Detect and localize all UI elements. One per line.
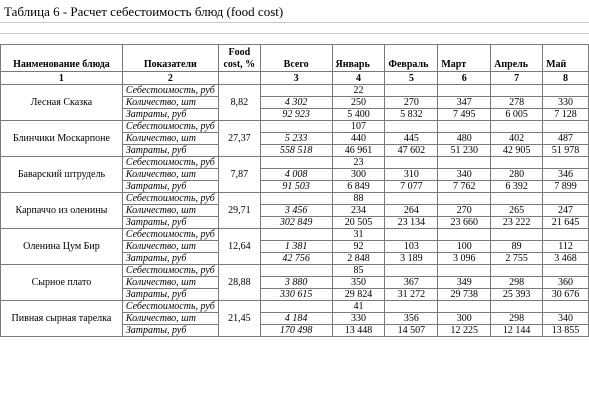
month-value-cell[interactable] [543,265,589,277]
month-value-cell[interactable]: 298 [491,277,543,289]
empty-grid-row [0,33,589,34]
indicator-cell[interactable]: Количество, шт [122,313,218,325]
total-cell[interactable]: 302 849 [260,217,332,229]
header-indicators[interactable]: Показатели [122,45,218,72]
header-month-5[interactable]: Май [543,45,589,72]
total-cell[interactable] [260,121,332,133]
total-cell[interactable]: 4 302 [260,97,332,109]
month-value-cell[interactable]: 23 222 [491,217,543,229]
total-cell[interactable]: 3 456 [260,205,332,217]
month-value-cell[interactable]: 12 225 [438,325,491,337]
month-value-cell[interactable]: 247 [543,205,589,217]
col-number-1[interactable]: 1 [1,72,123,85]
month-value-cell[interactable]: 250 [332,97,385,109]
month-value-cell[interactable]: 21 645 [543,217,589,229]
dish-name-cell[interactable]: Оленина Цум Бир [1,229,123,265]
month-value-cell[interactable]: 6 849 [332,181,385,193]
foodcost-cell[interactable]: 28,88 [218,265,260,301]
month-value-cell[interactable]: 7 899 [543,181,589,193]
month-value-cell[interactable]: 31 272 [385,289,438,301]
table-row [1,193,589,205]
month-value-cell[interactable]: 340 [438,169,491,181]
header-month-4[interactable]: Апрель [491,45,543,72]
dish-name-cell[interactable]: Сырное плато [1,265,123,301]
indicator-cell[interactable]: Затраты, руб [122,325,218,337]
col-number-3[interactable]: 3 [260,72,332,85]
indicator-cell[interactable]: Себестоимость, руб [122,121,218,133]
table-row [1,265,589,277]
total-cell[interactable] [260,157,332,169]
indicator-cell[interactable]: Количество, шт [122,277,218,289]
month-value-cell[interactable]: 103 [385,241,438,253]
foodcost-cell[interactable]: 8,82 [218,85,260,121]
month-value-cell[interactable] [491,265,543,277]
month-value-cell[interactable]: 360 [543,277,589,289]
month-value-cell[interactable]: 349 [438,277,491,289]
total-cell[interactable] [260,301,332,313]
table-row [1,85,589,97]
total-cell[interactable]: 170 498 [260,325,332,337]
month-value-cell[interactable] [438,157,491,169]
total-cell[interactable]: 4 184 [260,313,332,325]
total-cell[interactable]: 3 880 [260,277,332,289]
indicator-cell[interactable]: Себестоимость, руб [122,193,218,205]
month-value-cell[interactable]: 88 [332,193,385,205]
month-value-cell[interactable]: 278 [491,97,543,109]
table-row [1,301,589,313]
month-value-cell[interactable]: 487 [543,133,589,145]
header-foodcost[interactable] [218,45,260,72]
month-value-cell[interactable]: 3 096 [438,253,491,265]
month-value-cell[interactable] [543,121,589,133]
dish-name-cell[interactable]: Блинчики Москарпоне [1,121,123,157]
month-value-cell[interactable]: 14 507 [385,325,438,337]
indicator-cell[interactable]: Себестоимость, руб [122,229,218,241]
month-value-cell[interactable]: 107 [332,121,385,133]
total-cell[interactable]: 1 381 [260,241,332,253]
indicator-cell[interactable]: Себестоимость, руб [122,301,218,313]
month-value-cell[interactable]: 23 134 [385,217,438,229]
header-foodcost-line1: Food [228,47,251,58]
foodcost-cell[interactable]: 29,71 [218,193,260,229]
dish-name-cell[interactable]: Баварский штрудель [1,157,123,193]
month-value-cell[interactable]: 31 [332,229,385,241]
month-value-cell[interactable]: 92 [332,241,385,253]
month-value-cell[interactable] [438,301,491,313]
month-value-cell[interactable] [438,193,491,205]
month-value-cell[interactable]: 2 755 [491,253,543,265]
col-number-2[interactable]: 2 [122,72,218,85]
month-value-cell[interactable] [491,193,543,205]
food-cost-table [0,44,589,337]
month-value-cell[interactable]: 270 [438,205,491,217]
month-value-cell[interactable]: 85 [332,265,385,277]
month-value-cell[interactable]: 7 762 [438,181,491,193]
month-value-cell[interactable]: 2 848 [332,253,385,265]
month-value-cell[interactable]: 440 [332,133,385,145]
total-cell[interactable]: 558 518 [260,145,332,157]
month-value-cell[interactable]: 46 961 [332,145,385,157]
month-value-cell[interactable] [438,229,491,241]
column-number-row [1,72,589,85]
month-value-cell[interactable] [385,301,438,313]
total-cell[interactable] [260,265,332,277]
header-row [1,45,589,72]
month-value-cell[interactable]: 445 [385,133,438,145]
indicator-cell[interactable]: Затраты, руб [122,181,218,193]
month-value-cell[interactable]: 298 [491,313,543,325]
indicator-cell[interactable]: Себестоимость, руб [122,157,218,169]
foodcost-cell[interactable]: 27,37 [218,121,260,157]
month-value-cell[interactable]: 30 676 [543,289,589,301]
dish-name-cell[interactable]: Лесная Сказка [1,85,123,121]
month-value-cell[interactable]: 264 [385,205,438,217]
month-value-cell[interactable]: 480 [438,133,491,145]
table-row [1,229,589,241]
month-value-cell[interactable] [385,121,438,133]
month-value-cell[interactable]: 41 [332,301,385,313]
col-number-blank[interactable] [218,72,260,85]
month-value-cell[interactable]: 346 [543,169,589,181]
indicator-cell[interactable]: Количество, шт [122,205,218,217]
month-value-cell[interactable]: 270 [385,97,438,109]
header-foodcost-line2: cost, % [223,59,256,70]
month-value-cell[interactable]: 350 [332,277,385,289]
month-value-cell[interactable]: 356 [385,313,438,325]
month-value-cell[interactable]: 367 [385,277,438,289]
month-value-cell[interactable]: 347 [438,97,491,109]
month-value-cell[interactable]: 12 144 [491,325,543,337]
month-value-cell[interactable] [491,229,543,241]
month-value-cell[interactable] [543,157,589,169]
total-cell[interactable] [260,193,332,205]
month-value-cell[interactable]: 20 505 [332,217,385,229]
indicator-cell[interactable]: Себестоимость, руб [122,265,218,277]
month-value-cell[interactable]: 6 392 [491,181,543,193]
header-total[interactable]: Всего [260,45,332,72]
month-value-cell[interactable]: 3 189 [385,253,438,265]
total-cell[interactable]: 5 233 [260,133,332,145]
month-value-cell[interactable]: 5 400 [332,109,385,121]
month-value-cell[interactable]: 51 978 [543,145,589,157]
month-value-cell[interactable] [438,85,491,97]
month-value-cell[interactable]: 13 855 [543,325,589,337]
foodcost-cell[interactable]: 7,87 [218,157,260,193]
month-value-cell[interactable] [491,85,543,97]
total-cell[interactable]: 92 923 [260,109,332,121]
col-number-8[interactable]: 8 [543,72,589,85]
indicator-cell[interactable]: Количество, шт [122,133,218,145]
header-dish[interactable]: Наименование блюда [1,45,123,72]
month-value-cell[interactable] [385,193,438,205]
month-value-cell[interactable]: 340 [543,313,589,325]
dish-name-cell[interactable]: Пивная сырная тарелка [1,301,123,337]
month-value-cell[interactable] [385,85,438,97]
month-value-cell[interactable] [543,85,589,97]
month-value-cell[interactable] [385,265,438,277]
month-value-cell[interactable]: 330 [543,97,589,109]
month-value-cell[interactable]: 100 [438,241,491,253]
total-cell[interactable]: 42 756 [260,253,332,265]
month-value-cell[interactable]: 23 660 [438,217,491,229]
header-month-3[interactable]: Март [438,45,491,72]
foodcost-cell[interactable]: 12,64 [218,229,260,265]
indicator-cell[interactable]: Затраты, руб [122,217,218,229]
month-value-cell[interactable]: 310 [385,169,438,181]
month-value-cell[interactable] [491,301,543,313]
month-value-cell[interactable]: 47 602 [385,145,438,157]
month-value-cell[interactable] [491,157,543,169]
month-value-cell[interactable]: 112 [543,241,589,253]
empty-grid-row [0,22,589,23]
table-row [1,157,589,169]
total-cell[interactable]: 91 503 [260,181,332,193]
month-value-cell[interactable]: 7 128 [543,109,589,121]
month-value-cell[interactable] [385,157,438,169]
month-value-cell[interactable] [543,193,589,205]
indicator-cell[interactable]: Количество, шт [122,97,218,109]
total-cell[interactable]: 4 008 [260,169,332,181]
col-number-6[interactable]: 6 [438,72,491,85]
month-value-cell[interactable]: 234 [332,205,385,217]
month-value-cell[interactable] [543,229,589,241]
month-value-cell[interactable] [543,301,589,313]
month-value-cell[interactable]: 13 448 [332,325,385,337]
indicator-cell[interactable]: Количество, шт [122,241,218,253]
month-value-cell[interactable]: 3 468 [543,253,589,265]
month-value-cell[interactable]: 330 [332,313,385,325]
col-number-5[interactable]: 5 [385,72,438,85]
dish-name-cell[interactable]: Карпаччо из оленины [1,193,123,229]
col-number-4[interactable]: 4 [332,72,385,85]
total-cell[interactable] [260,85,332,97]
month-value-cell[interactable]: 29 824 [332,289,385,301]
month-value-cell[interactable]: 89 [491,241,543,253]
month-value-cell[interactable]: 25 393 [491,289,543,301]
indicator-cell[interactable]: Затраты, руб [122,109,218,121]
month-value-cell[interactable]: 5 832 [385,109,438,121]
month-value-cell[interactable]: 7 077 [385,181,438,193]
table-row [1,121,589,133]
indicator-cell[interactable]: Количество, шт [122,169,218,181]
month-value-cell[interactable] [491,121,543,133]
month-value-cell[interactable] [438,265,491,277]
header-month-1[interactable]: Январь [332,45,385,72]
month-value-cell[interactable]: 265 [491,205,543,217]
month-value-cell[interactable]: 42 905 [491,145,543,157]
indicator-cell[interactable]: Себестоимость, руб [122,85,218,97]
month-value-cell[interactable]: 7 495 [438,109,491,121]
month-value-cell[interactable] [385,229,438,241]
header-month-2[interactable]: Февраль [385,45,438,72]
indicator-cell[interactable]: Затраты, руб [122,253,218,265]
month-value-cell[interactable] [438,121,491,133]
month-value-cell[interactable]: 6 005 [491,109,543,121]
month-value-cell[interactable]: 23 [332,157,385,169]
month-value-cell[interactable]: 29 738 [438,289,491,301]
month-value-cell[interactable]: 280 [491,169,543,181]
indicator-cell[interactable]: Затраты, руб [122,145,218,157]
month-value-cell[interactable]: 22 [332,85,385,97]
col-number-7[interactable]: 7 [491,72,543,85]
month-value-cell[interactable]: 402 [491,133,543,145]
indicator-cell[interactable]: Затраты, руб [122,289,218,301]
total-cell[interactable] [260,229,332,241]
foodcost-cell[interactable]: 21,45 [218,301,260,337]
month-value-cell[interactable]: 300 [438,313,491,325]
total-cell[interactable]: 330 615 [260,289,332,301]
month-value-cell[interactable]: 300 [332,169,385,181]
month-value-cell[interactable]: 51 230 [438,145,491,157]
table-title: Таблица 6 - Расчет себестоимость блюд (food cost) [4,4,284,19]
